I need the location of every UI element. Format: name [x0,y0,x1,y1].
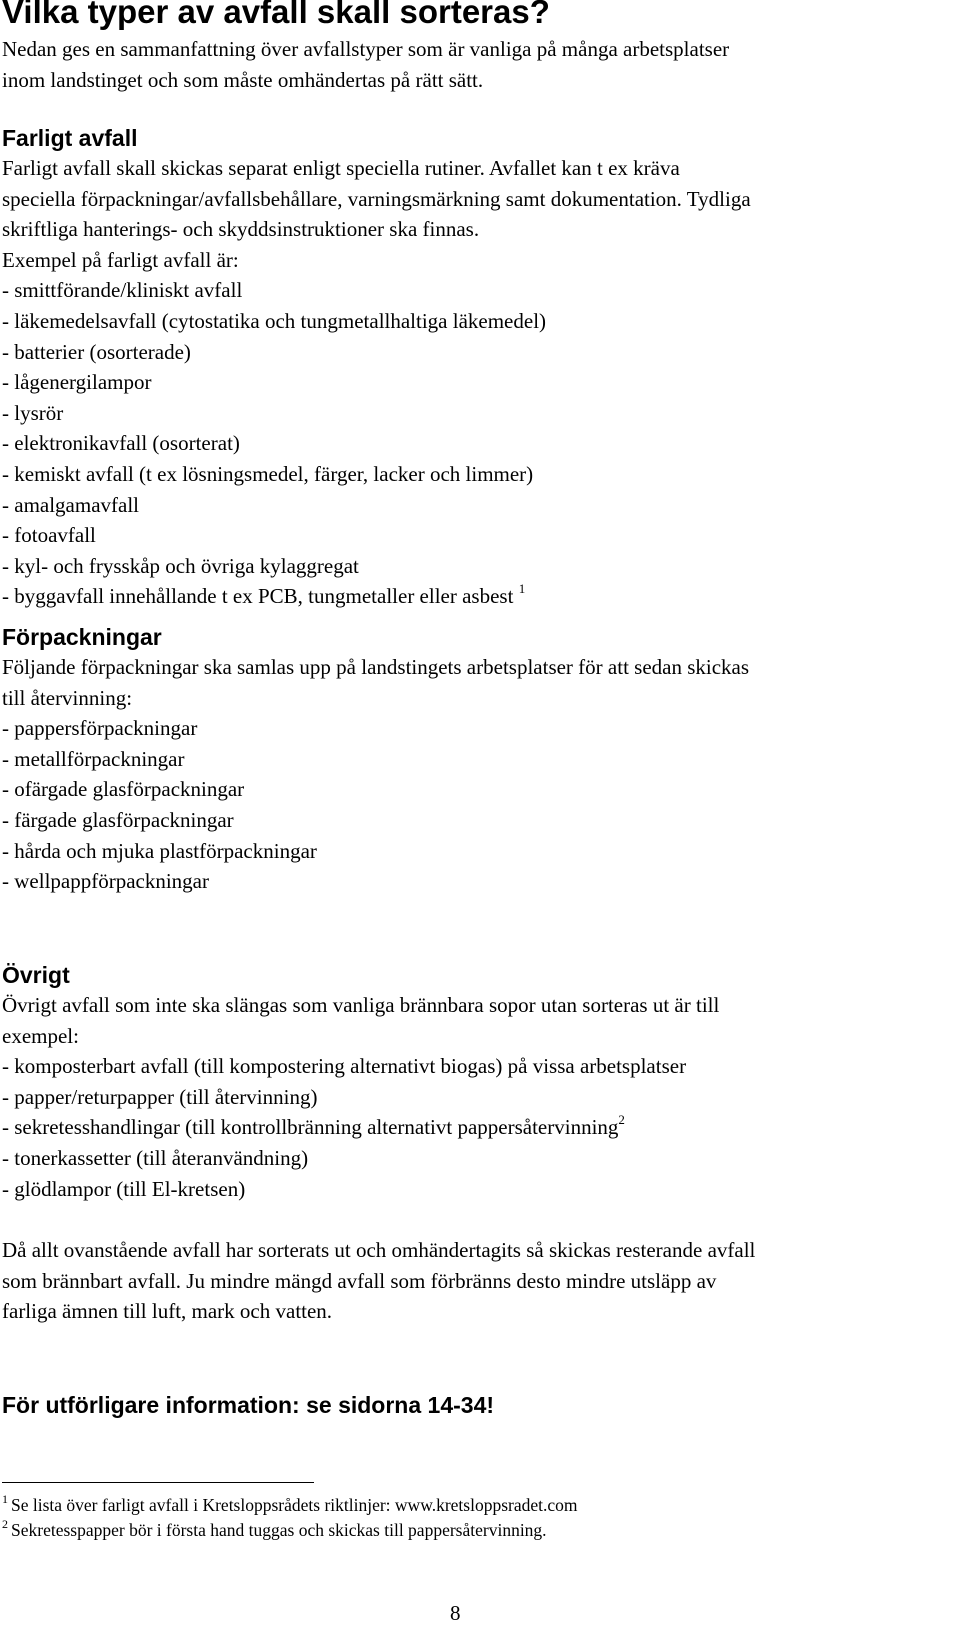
list-item: - batterier (osorterade) [2,339,191,364]
footnote-text: Sekretesspapper bör i första hand tuggas och skickas till pappersåtervinning. [11,1520,547,1540]
list-item [2,581,952,612]
list-item: - amalgamavfall [2,492,140,517]
body-line: skriftliga hanterings- och skyddsinstruktioner ska finnas. [2,217,480,242]
list-item-text: - byggavfall innehållande t ex PCB, tungmetaller eller asbest [2,584,514,609]
body-line: Exempel på farligt avfall är: [2,247,239,272]
list-item: - komposterbart avfall (till kompostering alternativt biogas) på vissa arbetsplatser [2,1054,687,1079]
more-info [2,1390,952,1420]
footnote-divider [2,1482,314,1483]
list-item [2,1112,952,1143]
body-line: Farligt avfall skall skickas separat enligt speciella rutiner. Avfallet kan t ex kräva [2,156,680,180]
list-item: - papper/returpapper (till återvinning) [2,1084,318,1109]
list-item: - ofärgade glasförpackningar [2,777,245,802]
section-heading-farligt: Farligt avfall [2,125,138,151]
body-line: Följande förpackningar ska samlas upp på landstingets arbetsplatser för att sedan skickas [2,655,750,679]
list-item: - kyl- och frysskåp och övriga kylaggregat [2,553,359,578]
section-ovrigt [2,960,952,1204]
page-title: Vilka typer av avfall skall sorteras? [2,0,550,30]
page-number: 8 [450,1601,461,1625]
footnote-number: 2 [2,1517,8,1532]
footnote-number: 1 [2,1492,8,1507]
intro-line: inom landstinget och som måste omhändertas på rätt sätt. [2,67,484,92]
footnote-ref-1[interactable]: 1 [518,581,526,597]
list-item: - tonerkassetter (till återanvändning) [2,1145,309,1170]
list-item: - lysrör [2,400,64,425]
closing-paragraph [2,1235,952,1327]
body-line: speciella förpackningar/avfallsbehållare, varningsmärkning samt dokumentation. Tydliga [2,186,751,211]
body-line: Övrigt avfall som inte ska slängas som vanliga brännbara sopor utan sorteras ut är till [2,993,720,1017]
intro-paragraph [2,34,952,95]
footnote-ref-2[interactable]: 2 [618,1112,625,1128]
body-line: exempel: [2,1023,79,1048]
list-item: - kemiskt avfall (t ex lösningsmedel, färger, lacker och limmer) [2,461,534,486]
list-item: - pappersförpackningar [2,716,198,741]
intro-line: Nedan ges en sammanfattning över avfallstyper som är vanliga på många arbetsplatser [2,37,730,61]
section-farligt-avfall [2,123,952,612]
list-item: - elektronikavfall (osorterat) [2,431,240,456]
list-item: - wellpappförpackningar [2,869,209,894]
body-line: Då allt ovanstående avfall har sorterats ut och omhändertagits så skickas resterande avfall [2,1238,756,1262]
list-item: - färgade glasförpackningar [2,807,234,832]
list-item: - läkemedelsavfall (cytostatika och tungmetallhaltiga läkemedel) [2,308,547,333]
section-heading-ovrigt: Övrigt [2,962,70,988]
list-item: - fotoavfall [2,523,96,548]
list-item-text: - sekretesshandlingar (till kontrollbränning alternativt pappersåtervinning [2,1115,619,1140]
section-forpackningar [2,622,952,897]
body-line: som brännbart avfall. Ju mindre mängd avfall som förbränns desto mindre utsläpp av [2,1268,717,1293]
footnote-text: Se lista över farligt avfall i Kretsloppsrådets riktlinjer: www.kretsloppsradet.com [11,1495,578,1515]
list-item: - metallförpackningar [2,746,185,771]
list-item: - smittförande/kliniskt avfall [2,278,243,303]
list-item: - lågenergilampor [2,370,152,395]
list-item: - hårda och mjuka plastförpackningar [2,838,317,863]
more-info-heading: För utförligare information: se sidorna 14-34! [2,1392,495,1418]
section-heading-forpackningar: Förpackningar [2,624,162,650]
footnote-2 [2,1517,952,1543]
list-item: - glödlampor (till El-kretsen) [2,1176,246,1201]
body-line: farliga ämnen till luft, mark och vatten. [2,1299,333,1324]
footnote-1 [2,1492,952,1518]
body-line: till återvinning: [2,685,133,710]
